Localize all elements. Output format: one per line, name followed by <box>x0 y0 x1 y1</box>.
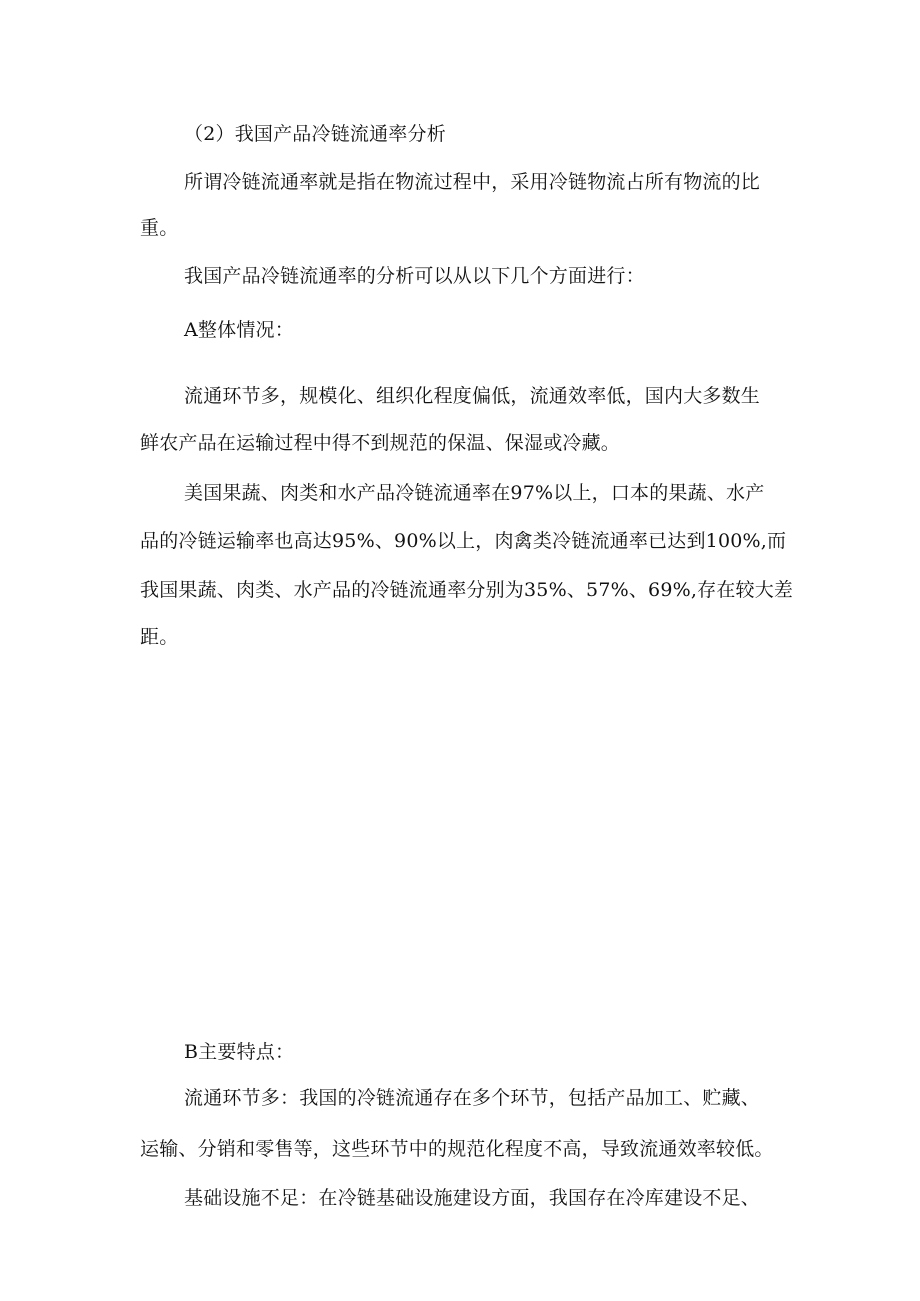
subsection-title-a: A整体情况： <box>184 319 294 341</box>
paragraph-text: 流通环节多：我国的冷链流通存在多个环节，包括产品加工、贮藏、 <box>184 1087 761 1109</box>
paragraph-text: 品的冷链运输率也高达95%、90%以上，肉禽类冷链流通率已达到100%,而 <box>140 530 787 552</box>
paragraph-text: 基础设施不足：在冷链基础设施建设方面，我国存在冷库建设不足、 <box>184 1187 761 1209</box>
paragraph-text: 重。 <box>140 217 179 239</box>
paragraph-text: 流通环节多，规模化、组织化程度偏低，流通效率低，国内大多数生 <box>184 385 761 407</box>
paragraph-text: 我国产品冷链流通率的分析可以从以下几个方面进行： <box>184 265 645 287</box>
paragraph-text: 鲜农产品在运输过程中得不到规范的保温、保湿或冷藏。 <box>140 432 621 454</box>
paragraph-text: 运输、分销和零售等，这些环节中的规范化程度不高，导致流通效率较低。 <box>140 1138 774 1160</box>
paragraph-text: 所谓冷链流通率就是指在物流过程中，采用冷链物流占所有物流的比 <box>184 171 761 193</box>
paragraph-text: 距。 <box>140 626 179 648</box>
paragraph-text: 我国果蔬、肉类、水产品的冷链流通率分别为35%、57%、69%,存在较大差 <box>140 579 794 601</box>
subsection-title-b: B主要特点： <box>184 1041 295 1063</box>
section-heading: （2）我国产品冷链流通率分析 <box>184 123 446 145</box>
paragraph-text: 美国果蔬、肉类和水产品冷链流通率在97%以上，口本的果蔬、水产 <box>184 482 765 504</box>
